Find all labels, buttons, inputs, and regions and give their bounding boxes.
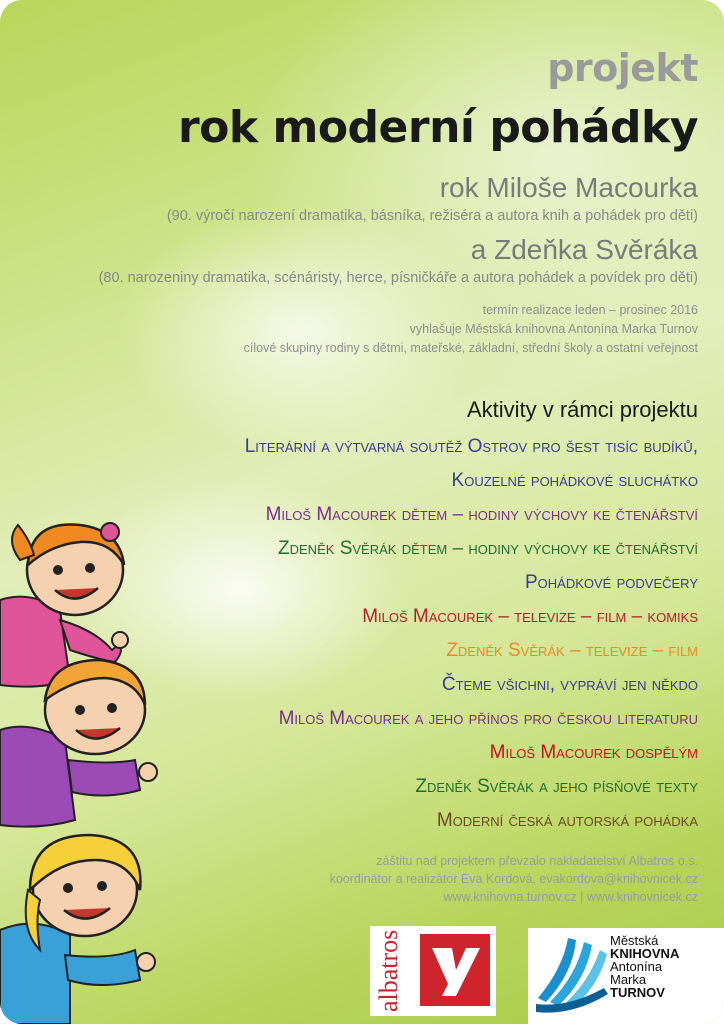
footer-patronage: záštitu nad projektem převzalo nakladatelství Albatros o.s. [376, 854, 698, 868]
activity-item: Literární a výtvarná soutěž Ostrov pro šest tisíc budíků, [244, 436, 698, 457]
activity-item: Miloš Macourek – televize – film – komiks [362, 606, 698, 627]
albatros-logo-text: albatros [374, 929, 403, 1012]
activity-item: Moderní česká autorská pohádka [436, 810, 698, 831]
library-logo-line: Městská [610, 933, 659, 948]
honoree-sverak-name: a Zdeňka Svěráka [470, 234, 698, 265]
project-label: projekt [547, 46, 698, 90]
activity-item: Miloš Macourek dospělým [489, 742, 698, 763]
activity-item: Zdeněk Svěrák dětem – hodiny výchovy ke čtenářství [278, 538, 698, 559]
info-organizer: vyhlašuje Městská knihovna Antonína Marka Turnov [409, 322, 698, 336]
library-logo-line: TURNOV [610, 985, 665, 1000]
activities-heading: Aktivity v rámci projektu [466, 397, 698, 422]
footer-coordinator: koordinátor a realizátor Eva Kordová, evakordova@knihovnicek.cz [329, 872, 698, 886]
info-target: cílové skupiny rodiny s dětmi, mateřské, základní, střední školy a ostatní veřejnost [243, 341, 698, 355]
activity-item: Miloš Macourek a jeho přínos pro českou literaturu [278, 708, 698, 729]
project-title: rok moderní pohádky [177, 102, 698, 153]
footer-websites: www.knihovna.turnov.cz | www.knihovnicek.cz [443, 890, 698, 904]
info-term: termín realizace leden – prosinec 2016 [482, 303, 698, 317]
activity-item: Miloš Macourek dětem – hodiny výchovy ke čtenářství [265, 504, 698, 525]
albatros-logo-mark [420, 934, 490, 1006]
honoree-macourek-description: (90. výročí narození dramatika, básníka, režiséra a autora knih a pohádek pro děti) [166, 208, 698, 224]
activity-item: Zdeněk Svěrák – televize – film [446, 640, 698, 661]
library-logo-line: KNIHOVNA [610, 946, 680, 961]
activity-item: Zdeněk Svěrák a jeho písňové texty [415, 776, 698, 797]
honoree-sverak-description: (80. narozeniny dramatika, scénáristy, herce, písničkáře a autora pohádek a povídek pro děti) [98, 270, 698, 286]
activity-item: Pohádkové podvečery [524, 572, 698, 593]
activity-item: Kouzelné pohádkové sluchátko [451, 470, 698, 491]
girl-blue-illustration [0, 835, 155, 1024]
children-illustration [0, 510, 210, 1024]
honoree-macourek-name: rok Miloše Macourka [439, 172, 698, 203]
library-logo-line: Marka [610, 972, 647, 987]
library-logo-line: Antonína [610, 959, 663, 974]
activity-item: Čteme všichni, vypráví jen někdo [441, 674, 698, 695]
library-logo-text [610, 934, 679, 999]
